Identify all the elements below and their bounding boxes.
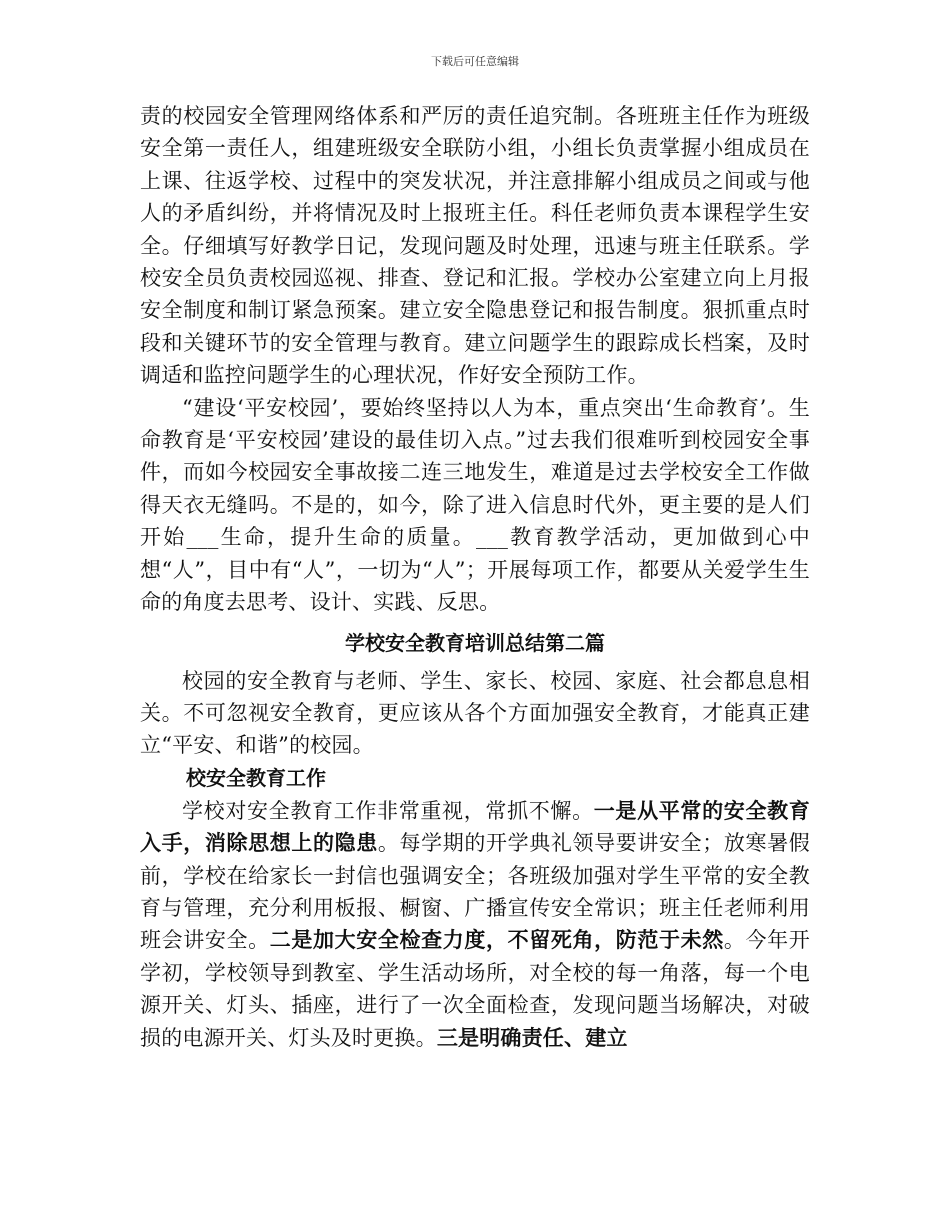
sub-heading: 校安全教育工作 — [186, 765, 326, 790]
paragraph-3: 校园的安全教育与老师、学生、家长、校园、家庭、社会都息息相关。不可忽视安全教育，更应该从各个方面加强安全教育，才能真正建立“平安、和谐”的校园。 — [140, 668, 810, 758]
paragraph-4-emphasis-1: 一是从平常的安全教育入手，消除思想上的隐患 — [140, 798, 810, 856]
section-title: 学校安全教育培训总结第二篇 — [345, 630, 605, 655]
paragraph-4-text-a: 学校对安全教育工作非常重视，常抓不懈。 — [182, 798, 594, 823]
paragraph-4-text-e: 。今年开学初，学校领导到教室、学生活动场所，对全校的每一角落，每一个电源开关、灯头、插座，进行了一次全面检查，发现问题当场解决，对破损的电源开关、灯头及时更换。 — [140, 928, 810, 1050]
document-body — [140, 100, 810, 1054]
paragraph-1: 责的校园安全管理网络体系和严厉的责任追究制。各班班主任作为班级安全第一责任人，组建班级安全联防小组，小组长负责掌握小组成员在上课、往返学校、过程中的突发状况，并注意排解小组成员之间或与他人的矛盾纠纷，并将情况及时上报班主任。科任老师负责本课程学生安全。仔细填写好教学日记，发现问题及时处理，迅速与班主任联系。学校安全员负责校园巡视、排查、登记和汇报。学校办公室建立向上月报安全制度和制订紧急预案。建立安全隐患登记和报告制度。狠抓重点时段和关键环节的安全管理与教育。建立问题学生的跟踪成长档案，及时调适和监控问题学生的心理状况，作好安全预防工作。 — [140, 104, 810, 388]
paragraph-4-emphasis-3: 三是明确责任、建立 — [436, 1025, 628, 1050]
paragraph-4-emphasis-2: 二是加大安全检查力度，不留死角，防范于未然 — [269, 928, 724, 953]
paragraph-4-text-c: 。每学期的开学典礼领导要讲安全；放寒暑假前，学校在给家长一封信也强调安全；各班级加强对学生平常的安全教育与管理，充分利用板报、橱窗、广播宣传安全常识；班主任老师利用班会讲安全。 — [140, 831, 811, 953]
page-header: 下载后可任意编辑 — [431, 55, 519, 68]
paragraph-4 — [140, 795, 810, 1054]
paragraph-2: “建设‘平安校园’，要始终坚持以人为本，重点突出‘生命教育’。生命教育是‘平安校园’建设的最佳切入点。”过去我们很难听到校园安全事件，而如今校园安全事故接二连三地发生，难道是过去学校安全工作做得天衣无缝吗。不是的，如今，除了进入信息时代外，更主要的是人们开始___生命，提升生命的质量。___教育教学活动，更加做到心中想“人”，目中有“人”，一切为“人”；开展每项工作，都要从关爱学生生命的角度去思考、设计、实践、反思。 — [140, 395, 810, 615]
